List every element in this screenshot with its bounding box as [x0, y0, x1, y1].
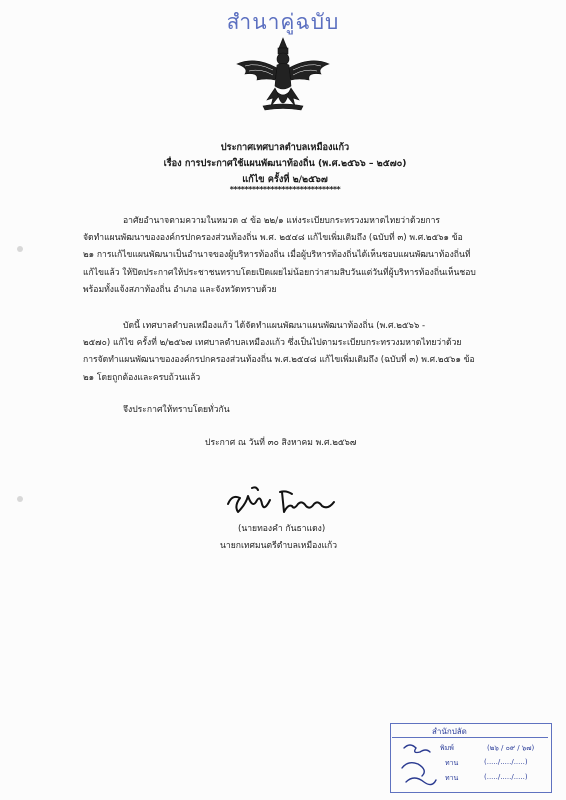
- stamp-row-label: ทาน: [445, 759, 459, 767]
- signer-name: (นายทองคำ กันธาแดง): [238, 524, 326, 534]
- paragraph-line: บัดนี้ เทศบาลตำบลเหมืองแก้ว ได้จัดทำแผนพัฒนาแผนพัฒนาท้องถิ่น (พ.ศ.๒๕๖๖ -: [123, 321, 426, 331]
- date-line: ประกาศ ณ วันที่ ๓๐ สิงหาคม พ.ศ.๒๕๖๗: [205, 438, 357, 448]
- announce-line: จึงประกาศให้ทราบโดยทั่วกัน: [123, 405, 230, 415]
- announcement-subject: เรื่อง การประกาศใช้แผนพัฒนาท้องถิ่น (พ.ศ.๒๕๖๖ – ๒๕๗๐): [163, 158, 407, 169]
- announcement-title: ประกาศเทศบาลตำบลเหมืองแก้ว: [220, 142, 350, 153]
- paragraph-line: จัดทำแผนพัฒนาขององค์กรปกครองส่วนท้องถิ่น พ.ศ. ๒๕๔๘ แก้ไขเพิ่มเติมถึง (ฉบับที่ ๓) พ.ศ.๒๕๖๑ ข้อ: [83, 233, 463, 244]
- announcement-revision: แก้ไข ครั้งที่ ๒/๒๕๖๗: [242, 174, 328, 185]
- paragraph-line: ๒๑ โดยถูกต้องและครบถ้วนแล้ว: [83, 372, 201, 383]
- stamp-row-value: (๒๖ / ๐๙ / ๖๗): [487, 744, 535, 752]
- paragraph-line: อาศัยอำนาจตามความในหมวด ๔ ข้อ ๒๒/๑ แห่งระเบียบกระทรวงมหาดไทยว่าด้วยการ: [123, 216, 441, 226]
- paragraph-authority: [83, 213, 511, 299]
- separator-line: ******************************: [229, 185, 341, 194]
- paragraph-line: ๒๕๗๐) แก้ไข ครั้งที่ ๒/๒๕๖๗ เทศบาลตำบลเหมืองแก้ว ซึ่งเป็นไปตามระเบียบกระทรวงมหาดไทยว่าด้วย: [83, 338, 462, 349]
- paragraph-line: ๒๑ การแก้ไขแผนพัฒนาเป็นอำนาจของผู้บริหารท้องถิ่น เมื่อผู้บริหารท้องถิ่นได้เห็นชอบแผนพัฒนาท้องถิ่นที่: [83, 250, 471, 261]
- stamp-row-label: ทาน: [445, 774, 459, 782]
- signer-position: นายกเทศมนตรีตำบลเหมืองแก้ว: [220, 541, 338, 551]
- copy-stamp: สำนาคู่ฉบับ: [226, 10, 340, 34]
- stamp-row-value: (...../...../.....): [484, 758, 528, 766]
- handwritten-signature: [222, 482, 350, 524]
- paragraph-line: แก้ไขแล้ว ให้ปิดประกาศให้ประชาชนทราบโดยเปิดเผยไม่น้อยกว่าสามสิบวันแต่วันที่ผู้บริหารท้องถิ่นเห็นชอบ: [83, 267, 476, 278]
- office-stamp-title: สำนักปลัด: [432, 727, 467, 736]
- initials-scribble: [398, 738, 440, 790]
- stamp-row-value: (...../...../.....): [484, 773, 528, 781]
- paragraph-line: พร้อมทั้งแจ้งสภาท้องถิ่น อำเภอ และจังหวัดทราบด้วย: [83, 284, 277, 295]
- garuda-emblem-icon: [233, 34, 333, 116]
- paragraph-line: การจัดทำแผนพัฒนาขององค์กรปกครองส่วนท้องถิ่น พ.ศ.๒๕๔๘ แก้ไขเพิ่มเติมถึง (ฉบับที่ ๓) พ.ศ.๒๕๖๑ ข้อ: [83, 355, 475, 366]
- paragraph-announcement: [83, 318, 511, 387]
- punch-hole: [17, 496, 23, 502]
- punch-hole: [17, 246, 23, 252]
- stamp-row-label: พิมพ์: [440, 744, 454, 752]
